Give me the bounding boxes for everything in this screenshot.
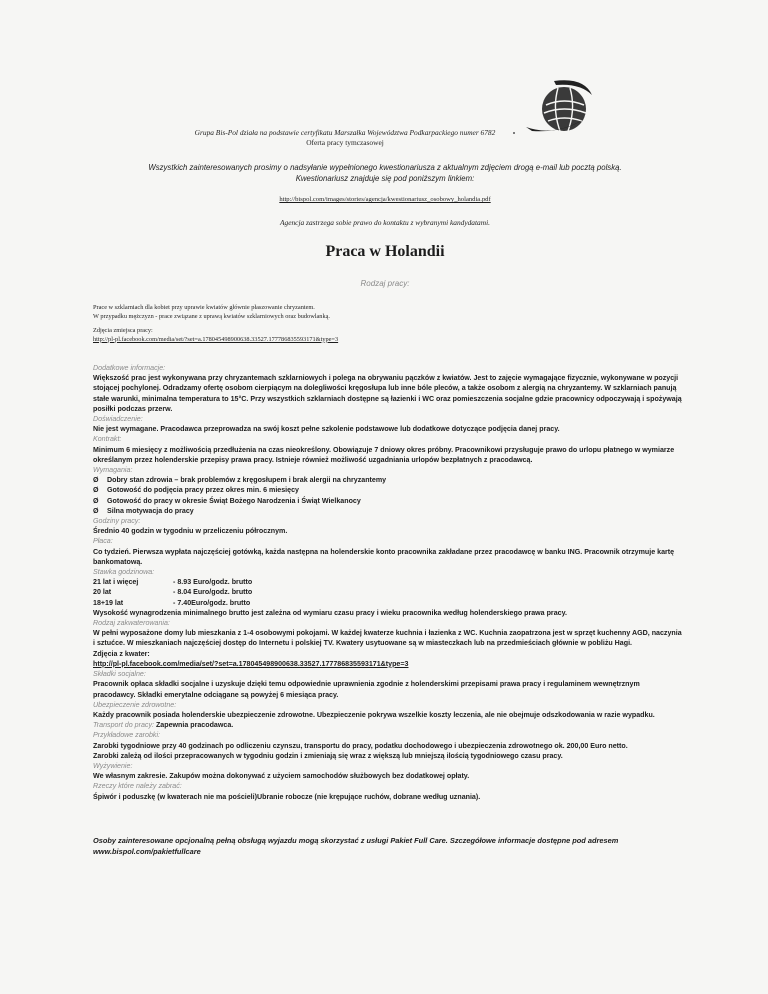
list-item [93,496,683,506]
earnings-label: Przykładowe zarobki: [93,731,161,740]
intro-line-2: Kwestionariusz znajduje się pod poniższym linkiem: [295,173,475,183]
earnings-text-2: Zarobki zależą od ilości przepracowanych w tygodniu godzin i zmieniają się wraz z większą lub mniejszą ilością tygodniowego czasu pracy. [93,751,563,760]
social-label: Składki socjalne: [93,670,146,679]
extra-info-text: Większość prac jest wykonywana przy chryzantemach szklarniowych i polega na obrywaniu pączków z kwiatów. Jest to zajęcie wymagające fizycznie, wykonywane w pozycji stojącej pochylonej. Odradzamy ofertę osobom cierpiącym na dolegliwości kręgosłupa lub inne bóle pleców, a także osobom z alergią na chryzantemy. W szklarniach panują stałe warunki, minimalna temperatura to 15°C. Przy wszystkich szklarniach dostępne są łazienki i WC oraz pomieszczenia socjalne gdzie pracownicy odpoczywają i spożywają posiłki podczas przerw. [93,374,682,413]
accommodation-text: W pełni wyposażone domy lub mieszkania z 1-4 osobowymi pokojami. W każdej kwaterze kuchnia i łazienka z WC. Kuchnia zaopatrzona jest w sprzęt kuchenny AGD, naczynia i sztućce. W mieszkaniach najczęściej dostęp do Internetu i polskiej TV. Kwatery usytuowane są w miasteczkach lub na przedmieściach głównie w pobliżu Hagi. [93,629,682,648]
intro-line-1: Wszystkich zainteresowanych prosimy o nadsyłanie wypełnionego kwestionariusza z aktualnym zdjęciem drogą e-mail lub pocztą polską. [148,163,622,172]
accommodation-photos-label: Zdjęcia z kwater: [93,649,150,658]
workplace-photos [93,327,653,344]
full-care-footer: Osoby zainteresowane opcjonalną pełną obsługą wyjazdu mogą skorzystać z usługi Pakiet Full Care. Szczegółowe informacje dostępne pod adresem www.bispol.com/pakietfullcare [93,836,619,856]
offer-details [93,363,683,802]
bring-label: Rzeczy które należy zabrać: [93,782,182,791]
kind-description [93,304,653,321]
transport-text: Zapewnia pracodawca. [155,721,234,730]
accommodation-photos-link[interactable]: http://pl-pl.facebook.com/media/set/?set=a.178045498900638.33527.177786835593171&type=3 [93,659,409,668]
extra-info-label: Dodatkowe informacje: [93,364,166,372]
offer-line: Oferta pracy tymczasowej [306,138,384,147]
kind-label: Rodzaj pracy: [360,279,410,288]
bullet-icon: Ø [93,496,99,505]
pay-label: Płaca: [93,537,113,546]
rate-row [93,587,683,597]
org-certificate-line: Grupa Bis-Pol działa na podstawie certyfikatu Marszałka Województwa Podkarpackiego numer 6782 [194,128,496,137]
kind-line-1: Prace w szklarniach dla kobiet przy uprawie kwiatów głównie płaszowanie chryzantem. [93,304,315,311]
hours-label: Godziny pracy: [93,517,141,526]
workplace-photos-link[interactable]: http://pl-pl.facebook.com/media/set/?set=a.178045498900638.33527.177786835593171&type=3 [93,335,339,343]
transport-label: Transport do pracy: [93,721,154,730]
workplace-photos-label: Zdjęcia zmiejsca pracy: [93,327,153,334]
rate-label: Stawka godzinowa: [93,568,155,577]
requirement-text: Dobry stan zdrowia – brak problemów z kręgosłupem i brak alergii na chryzantemy [107,476,387,485]
bullet-icon: Ø [93,506,99,515]
rate-age: 21 lat i więcej [93,578,139,587]
food-text: We własnym zakresie. Zakupów można dokonywać z użyciem samochodów służbowych bez dodatkowej opłaty. [93,772,470,781]
questionnaire-link[interactable]: http://bispol.com/images/stories/agencja/kwestionariusz_osobowy_holandia.pdf [279,196,491,203]
requirement-text: Silna motywacja do pracy [107,506,194,515]
contract-text: Minimum 6 miesięcy z możliwością przedłużenia na czas nieokreślony. Obowiązuje 7 dniowy okres próbny. Pracownikowi przysługuje prawo do urlopu płatnego w wymiarze określanym przez holenderskie przepisy prawa pracy. Istnieje również możliwość uzgadniania urlopów bezpłatnych z pracodawcą. [93,445,675,464]
earnings-text-1: Zarobki tygodniowe przy 40 godzinach po odliczeniu czynszu, transportu do pracy, podatku dochodowego i ubezpieczenia zdrowotnego ok. 200,00 Euro netto. [93,741,628,750]
requirement-text: Gotowość do podjęcia pracy przez okres min. 6 miesięcy [107,486,299,495]
experience-label: Doświadczenie: [93,415,143,424]
bullet-icon: Ø [93,476,99,485]
health-label: Ubezpieczenie zdrowotne: [93,700,177,709]
transport-line [93,720,683,730]
reserve-note: Agencja zastrzega sobie prawo do kontaktu z wybranymi kandydatami. [280,218,490,227]
requirement-text: Gotowość do pracy w okresie Świąt Bożego Narodzenia i Świąt Wielkanocy [107,496,361,505]
health-text: Każdy pracownik posiada holenderskie ubezpieczenie zdrowotne. Ubezpieczenie pokrywa wszelkie koszty leczenia, ale nie obejmuje odszkodowania w razie wypadku. [93,710,655,719]
rate-value: - 8.04 Euro/godz. brutto [173,588,253,597]
rate-value: - 8.93 Euro/godz. brutto [173,578,253,587]
social-text: Pracownik opłaca składki socjalne i uzyskuje dzięki temu odpowiednie uprawnienia zgodnie z holenderskimi przepisami prawa pracy i regulaminem wewnętrznym pracodawcy. Składki emerytalne odciągane są powyżej 6 miesiąca pracy. [93,680,640,699]
hours-text: Średnio 40 godzin w tygodniu w przeliczeniu półrocznym. [93,527,288,536]
food-label: Wyżywienie: [93,761,133,770]
contract-label: Kontrakt: [93,435,122,444]
intro-text [95,163,675,184]
rate-row [93,577,683,587]
rate-value: - 7.40Euro/godz. brutto [173,598,251,607]
list-item [93,475,683,485]
list-item [93,506,683,516]
page-title: Praca w Holandii [325,243,445,260]
rate-note: Wysokość wynagrodzenia minimalnego brutto jest zależna od wymiaru czasu pracy i wieku pracownika według holenderskiego prawa pracy. [93,608,567,617]
pay-text: Co tydzień. Pierwsza wypłata najczęściej gotówką, każda następna na holenderskie konto pracownika zakładane przez pracodawcę w banku ING. Pracownik otrzymuje kartę bankomatową. [93,547,675,566]
kind-line-2: W przypadku mężczyzn - prace związane z uprawą kwiatów szklarniowych oraz budowlanką. [93,312,330,320]
accommodation-label: Rodzaj zakwaterowania: [93,619,170,628]
rate-age: 20 lat [93,588,112,597]
bullet-icon: Ø [93,486,99,495]
requirements-label: Wymagania: [93,466,133,475]
bring-text: Śpiwór i poduszkę (w kwaterach nie ma pościeli)Ubranie robocze (nie krępujące ruchów, dobrane według uznania). [93,792,481,801]
list-item [93,485,683,495]
rate-row [93,598,683,608]
rate-age: 18+19 lat [93,598,124,607]
experience-text: Nie jest wymagane. Pracodawca przeprowadza na swój koszt pełne szkolenie podstawowe lub dodatkowe dotyczące podjęcia danej pracy. [93,425,560,434]
